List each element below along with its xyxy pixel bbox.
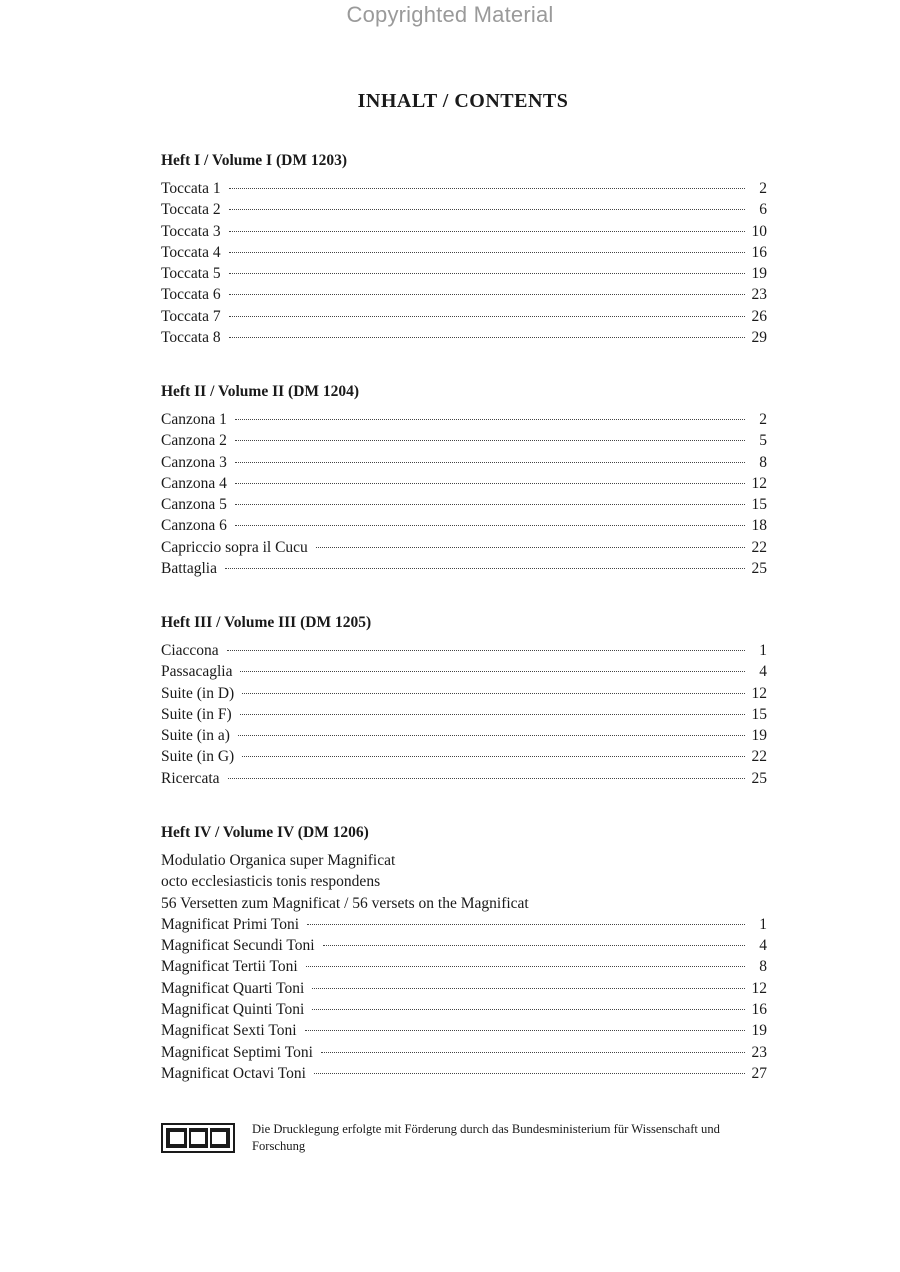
- entry-title: Toccata 7: [161, 307, 221, 325]
- toc-entry: [161, 999, 767, 1020]
- entry-title: Suite (in F): [161, 705, 232, 723]
- dot-leader: [228, 778, 745, 779]
- volume-description-line: octo ecclesiasticis tonis respondens: [161, 873, 381, 891]
- entry-title: Suite (in a): [161, 727, 230, 745]
- entry-title: Suite (in G): [161, 748, 235, 766]
- dot-leader: [235, 483, 745, 484]
- dot-leader: [229, 188, 745, 189]
- entry-page: 19: [751, 727, 767, 745]
- toc-entry: [161, 704, 767, 725]
- entry-page: 27: [751, 1064, 767, 1082]
- entry-title: Canzona 5: [161, 496, 227, 514]
- entry-title: Capriccio sopra il Cucu: [161, 538, 308, 556]
- entry-page: 26: [751, 307, 767, 325]
- entry-page: 19: [751, 265, 767, 283]
- entry-title: Passacaglia: [161, 663, 233, 681]
- toc-entry: [161, 430, 767, 451]
- toc-entry: [161, 640, 767, 661]
- dot-leader: [305, 1030, 745, 1031]
- entry-page: 1: [759, 642, 767, 659]
- entry-page: 12: [751, 474, 767, 492]
- entry-page: 25: [751, 560, 767, 578]
- volume-description-line: 56 Versetten zum Magnificat / 56 versets on the Magnificat: [161, 894, 529, 912]
- dot-leader: [312, 1009, 745, 1010]
- entry-page: 15: [751, 705, 767, 723]
- toc-entry: [161, 725, 767, 746]
- entry-title: Magnificat Quinti Toni: [161, 1001, 305, 1019]
- entry-page: 16: [751, 243, 767, 261]
- dot-leader: [229, 337, 745, 338]
- dot-leader: [242, 756, 745, 757]
- dot-leader: [235, 504, 745, 505]
- dot-leader: [235, 440, 745, 441]
- entry-title: Magnificat Septimi Toni: [161, 1043, 313, 1061]
- dot-leader: [240, 671, 745, 672]
- entry-title: Canzona 2: [161, 432, 227, 450]
- toc-entry: [161, 452, 767, 473]
- section-heading: Heft IV / Volume IV (DM 1206): [161, 824, 369, 841]
- entry-title: Canzona 3: [161, 453, 227, 471]
- entry-page: 8: [759, 453, 767, 471]
- entry-page: 22: [751, 538, 767, 556]
- toc-entry: [161, 558, 767, 579]
- dot-leader: [306, 966, 745, 967]
- entry-page: 12: [751, 979, 767, 997]
- toc-entry: [161, 284, 767, 305]
- entry-page: 29: [751, 329, 767, 347]
- entry-title: Magnificat Sexti Toni: [161, 1022, 297, 1040]
- entry-page: 8: [759, 958, 767, 976]
- toc-entry: [161, 409, 767, 430]
- dot-leader: [229, 231, 745, 232]
- dot-leader: [235, 525, 745, 526]
- copyright-watermark: Copyrighted Material: [346, 2, 554, 27]
- toc-section-volume-4: [161, 822, 767, 1084]
- section-heading: Heft II / Volume II (DM 1204): [161, 383, 360, 400]
- dot-leader: [312, 988, 745, 989]
- entry-page: 10: [751, 222, 767, 240]
- toc-entry: [161, 661, 767, 682]
- toc-entry: [161, 515, 767, 536]
- entry-title: Magnificat Primi Toni: [161, 915, 300, 933]
- toc-entry: [161, 327, 767, 348]
- toc-entry: [161, 537, 767, 558]
- toc-entry: [161, 956, 767, 977]
- dot-leader: [242, 693, 745, 694]
- toc-section-volume-3: [161, 612, 767, 789]
- entry-title: Toccata 8: [161, 329, 221, 347]
- section-heading: Heft I / Volume I (DM 1203): [161, 152, 347, 169]
- entry-title: Toccata 3: [161, 222, 221, 240]
- entry-title: Battaglia: [161, 560, 217, 578]
- entry-title: Magnificat Octavi Toni: [161, 1064, 306, 1082]
- toc-entry: [161, 978, 767, 999]
- funding-text: Die Drucklegung erfolgte mit Förderung durch das Bundesministerium für Wissenschaft und Forschung: [252, 1122, 720, 1153]
- toc-entry: [161, 199, 767, 220]
- section-heading: Heft III / Volume III (DM 1205): [161, 614, 372, 631]
- toc-entry: [161, 1020, 767, 1041]
- entry-page: 15: [751, 496, 767, 514]
- dot-leader: [229, 316, 745, 317]
- toc-entry: [161, 683, 767, 704]
- volume-description-line: Modulatio Organica super Magnificat: [161, 852, 396, 869]
- entry-page: 2: [759, 180, 767, 197]
- dot-leader: [323, 945, 745, 946]
- entry-page: 25: [751, 769, 767, 787]
- dot-leader: [229, 252, 745, 253]
- toc-section-volume-2: [161, 381, 767, 579]
- toc-entry: [161, 1042, 767, 1063]
- dot-leader: [229, 273, 745, 274]
- toc-entry: [161, 494, 767, 515]
- toc-entry: [161, 768, 767, 789]
- entry-page: 6: [759, 201, 767, 219]
- entry-page: 4: [759, 937, 767, 955]
- entry-page: 4: [759, 663, 767, 681]
- entry-page: 23: [751, 286, 767, 304]
- toc-entry: [161, 221, 767, 242]
- entry-title: Magnificat Tertii Toni: [161, 958, 298, 976]
- dot-leader: [240, 714, 745, 715]
- ministry-logo-icon: [161, 1123, 235, 1153]
- toc-entry: [161, 746, 767, 767]
- entry-title: Toccata 2: [161, 201, 221, 219]
- toc-section-volume-1: [161, 150, 767, 348]
- entry-title: Canzona 6: [161, 517, 227, 535]
- entry-page: 23: [751, 1043, 767, 1061]
- dot-leader: [235, 419, 745, 420]
- entry-title: Magnificat Secundi Toni: [161, 937, 315, 955]
- entry-title: Ciaccona: [161, 642, 219, 659]
- toc-entry: [161, 1063, 767, 1084]
- toc-entry: [161, 263, 767, 284]
- entry-page: 16: [751, 1001, 767, 1019]
- dot-leader: [229, 209, 745, 210]
- dot-leader: [307, 924, 745, 925]
- entry-title: Toccata 5: [161, 265, 221, 283]
- dot-leader: [321, 1052, 745, 1053]
- entry-title: Suite (in D): [161, 684, 235, 702]
- entry-title: Canzona 4: [161, 474, 227, 492]
- dot-leader: [238, 735, 745, 736]
- toc-entry: [161, 914, 767, 935]
- entry-title: Toccata 6: [161, 286, 221, 304]
- entry-title: Toccata 1: [161, 180, 221, 197]
- dot-leader: [229, 294, 745, 295]
- toc-entry: [161, 242, 767, 263]
- entry-title: Canzona 1: [161, 411, 227, 428]
- page-title: INHALT / CONTENTS: [357, 90, 569, 112]
- dot-leader: [227, 650, 745, 651]
- entry-page: 1: [759, 915, 767, 933]
- entry-page: 12: [751, 684, 767, 702]
- entry-title: Toccata 4: [161, 243, 221, 261]
- dot-leader: [235, 462, 745, 463]
- toc-entry: [161, 935, 767, 956]
- entry-page: 5: [759, 432, 767, 450]
- entry-title: Ricercata: [161, 769, 220, 787]
- dot-leader: [314, 1073, 745, 1074]
- toc-entry: [161, 473, 767, 494]
- entry-page: 2: [759, 411, 767, 428]
- entry-page: 18: [751, 517, 767, 535]
- toc-entry: [161, 178, 767, 199]
- dot-leader: [225, 568, 745, 569]
- toc-entry: [161, 306, 767, 327]
- dot-leader: [316, 547, 745, 548]
- entry-page: 22: [751, 748, 767, 766]
- entry-page: 19: [751, 1022, 767, 1040]
- funding-note: [161, 1121, 781, 1155]
- entry-title: Magnificat Quarti Toni: [161, 979, 305, 997]
